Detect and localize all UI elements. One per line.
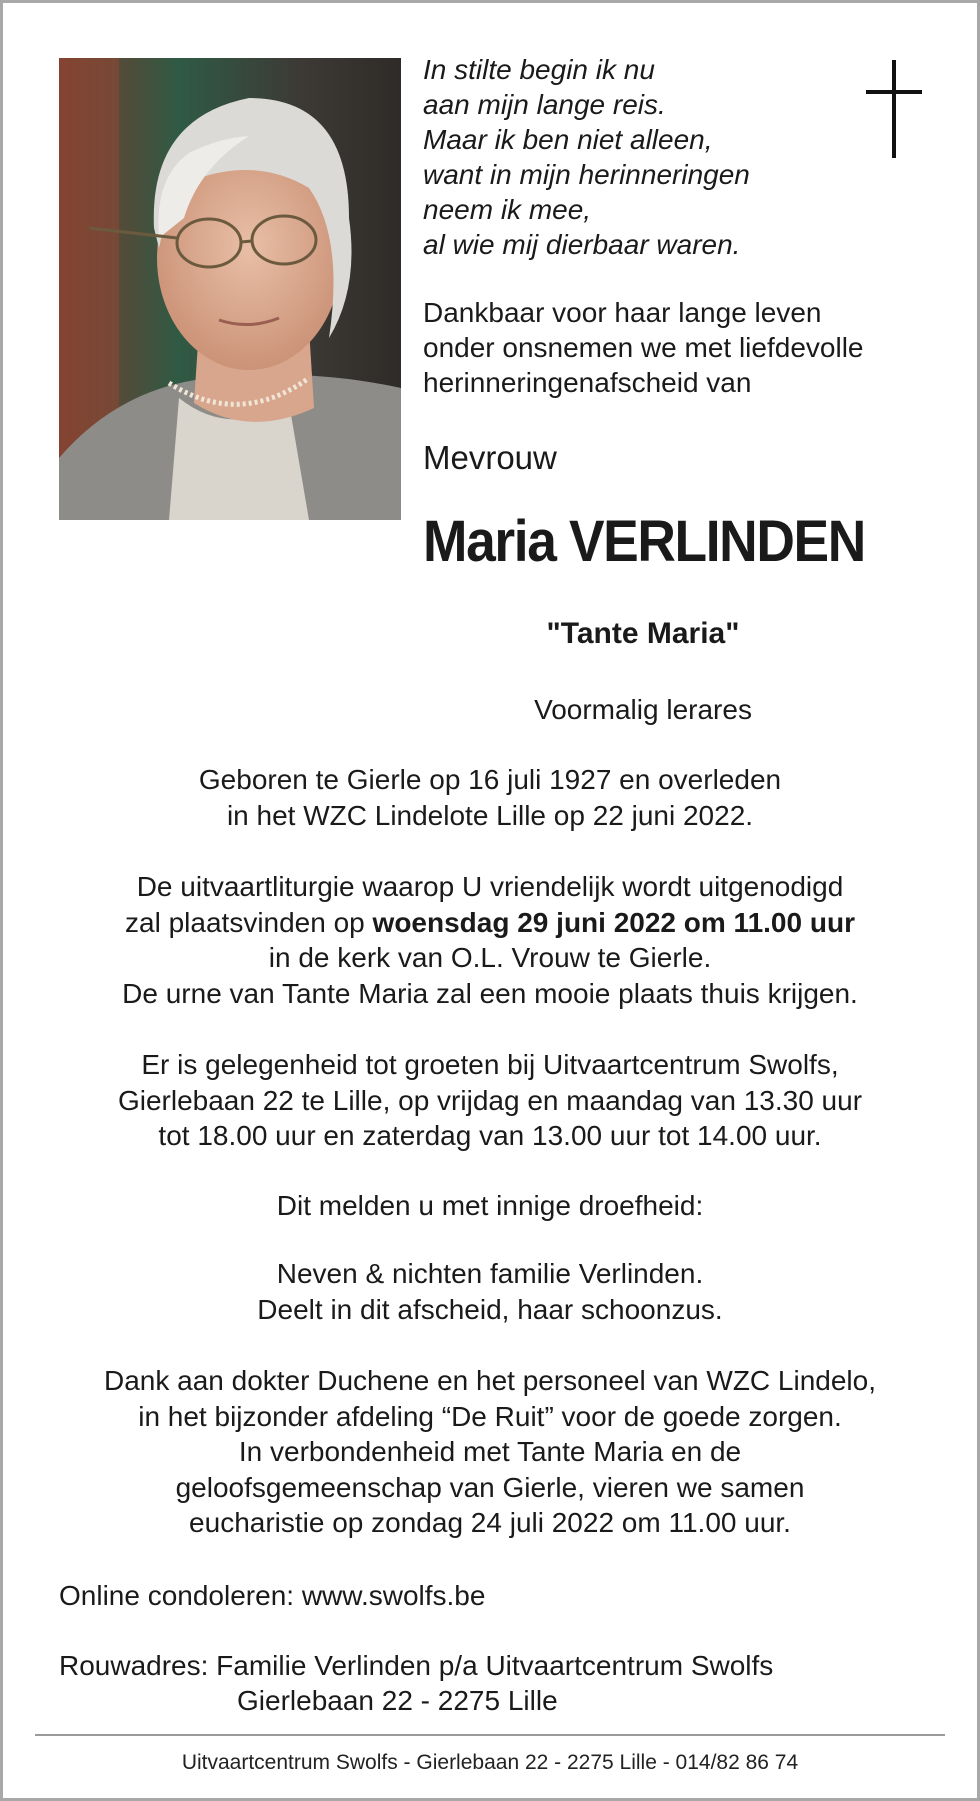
- footer-address: Uitvaartcentrum Swolfs - Gierlebaan 22 - 2275 Lille - 014/82 86 74: [181, 1751, 799, 1774]
- family-line: Neven & nichten familie Verlinden.: [276, 1258, 704, 1289]
- intro-line: herinneringenafscheid van: [423, 367, 752, 398]
- footer-divider: [35, 1734, 945, 1736]
- poem-line: aan mijn lange reis.: [423, 89, 666, 120]
- intro-text: [423, 295, 863, 400]
- visitation-line: Gierlebaan 22 te Lille, op vrijdag en maandag van 13.30 uur: [117, 1084, 863, 1116]
- thanks-line: eucharistie op zondag 24 juli 2022 om 11.00 uur.: [189, 1507, 791, 1538]
- deceased-name: Maria VERLINDEN: [423, 509, 865, 574]
- poem-line: neem ik mee,: [423, 194, 592, 225]
- rouwadres-line: Rouwadres: Familie Verlinden p/a Uitvaartcentrum Swolfs: [59, 1650, 774, 1681]
- birth-line: Geboren te Gierle op 16 juli 1927 en overleden: [198, 764, 782, 795]
- online-condolence: Online condoleren: www.swolfs.be: [59, 1580, 486, 1611]
- service-datetime: woensdag 29 juni 2022 om 11.00 uur: [372, 906, 855, 938]
- birth-line: in het WZC Lindelote Lille op 22 juni 2022.: [226, 799, 754, 831]
- visitation-info: [40, 1047, 940, 1154]
- poem-line: In stilte begin ik nu: [423, 54, 655, 85]
- service-prefix: zal plaatsvinden op: [125, 906, 373, 938]
- poem-line: want in mijn herinneringen: [423, 159, 750, 190]
- announcement: [40, 1188, 940, 1224]
- thanks-info: [40, 1363, 940, 1541]
- family-info: [40, 1256, 940, 1327]
- visitation-line: tot 18.00 uur en zaterdag van 13.00 uur tot 14.00 uur.: [158, 1120, 822, 1151]
- poem-line: Maar ik ben niet alleen,: [423, 124, 713, 155]
- cross-icon: [864, 60, 924, 165]
- service-line: in de kerk van O.L. Vrouw te Gierle.: [268, 942, 712, 973]
- intro-line: onder onsnemen we met liefdevolle: [423, 332, 864, 363]
- thanks-line: geloofsgemeenschap van Gierle, vieren we samen: [175, 1471, 805, 1503]
- rouwadres-line: Gierlebaan 22 - 2275 Lille: [237, 1685, 558, 1716]
- service-line: [40, 905, 940, 941]
- family-line: Deelt in dit afscheid, haar schoonzus.: [257, 1293, 723, 1325]
- thanks-line: In verbondenheid met Tante Maria en de: [238, 1436, 742, 1467]
- service-info: [40, 869, 940, 1011]
- portrait-photo: [59, 58, 401, 520]
- thanks-line: in het bijzonder afdeling “De Ruit” voor de goede zorgen.: [138, 1400, 842, 1432]
- birth-death-info: [40, 762, 940, 833]
- thanks-line: Dank aan dokter Duchene en het personeel van WZC Lindelo,: [103, 1365, 877, 1396]
- nickname: "Tante Maria": [546, 617, 740, 650]
- service-line: De urne van Tante Maria zal een mooie plaats thuis krijgen.: [122, 977, 858, 1009]
- poem-line: al wie mij dierbaar waren.: [423, 229, 741, 260]
- poem: [423, 52, 750, 262]
- occupation: Voormalig lerares: [534, 694, 752, 725]
- visitation-line: Er is gelegenheid tot groeten bij Uitvaartcentrum Swolfs,: [141, 1049, 839, 1080]
- service-line: De uitvaartliturgie waarop U vriendelijk wordt uitgenodigd: [136, 871, 844, 902]
- announcement-line: Dit melden u met innige droefheid:: [276, 1190, 704, 1221]
- intro-line: Dankbaar voor haar lange leven: [423, 297, 822, 328]
- honorific: Mevrouw: [423, 439, 557, 476]
